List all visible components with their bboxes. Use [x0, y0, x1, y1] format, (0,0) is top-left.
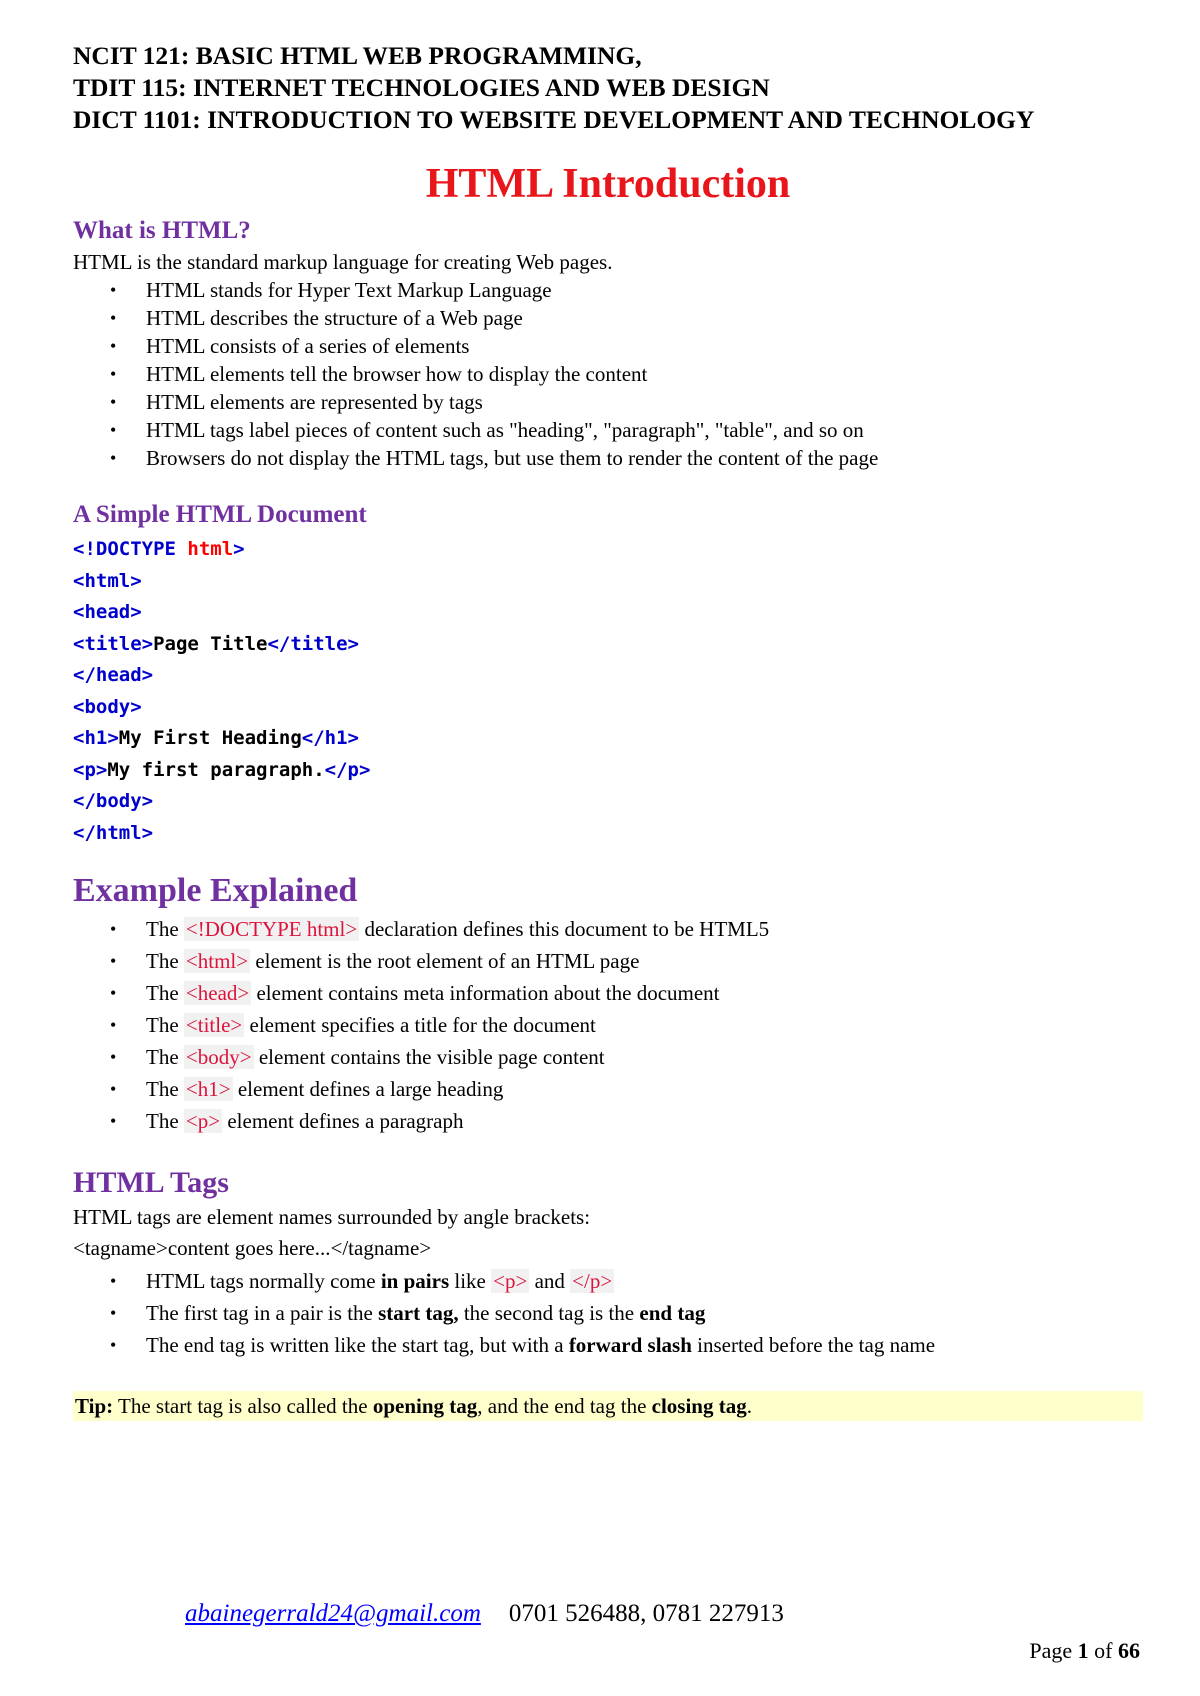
- example-list: [73, 913, 1143, 1137]
- list-item: • The <title> element specifies a title for the document: [73, 1009, 1143, 1041]
- bullet-icon: •: [110, 1015, 117, 1035]
- section-heading-html-tags: HTML Tags: [73, 1166, 229, 1199]
- code-line: </html>: [73, 821, 154, 844]
- list-item: • HTML describes the structure of a Web page: [110, 306, 523, 330]
- bullet-icon: •: [110, 1303, 117, 1323]
- course-header: [73, 40, 1143, 136]
- bullet-icon: •: [110, 983, 117, 1003]
- footer-contact: [185, 1600, 784, 1628]
- section-heading-simple-document: A Simple HTML Document: [73, 501, 367, 528]
- code-line: </head>: [73, 664, 154, 686]
- tags-syntax: <tagname>content goes here...</tagname>: [73, 1236, 432, 1260]
- email-link[interactable]: abainegerrald24@gmail.com: [185, 1600, 481, 1627]
- inline-tag: <html>: [185, 949, 249, 973]
- bullet-icon: •: [110, 951, 117, 971]
- bullet-icon: •: [110, 448, 117, 468]
- code-line: <body>: [73, 695, 142, 718]
- bullet-icon: •: [110, 308, 117, 328]
- inline-tag: <title>: [185, 1013, 243, 1037]
- code-line: <p>My first paragraph.</p>: [73, 758, 371, 781]
- document-page: [73, 40, 1143, 1421]
- bullet-icon: •: [110, 392, 117, 412]
- phone-numbers: 0701 526488, 0781 227913: [508, 1600, 784, 1627]
- inline-tag: <body>: [185, 1045, 252, 1069]
- tags-list: [73, 1265, 1143, 1361]
- bullet-icon: •: [110, 919, 117, 939]
- list-item: • The end tag is written like the start tag, but with a forward slash inserted before the tag name: [73, 1329, 1143, 1361]
- list-item: • The <html> element is the root element of an HTML page: [73, 945, 1143, 977]
- list-item: • The first tag in a pair is the start tag, the second tag is the end tag: [73, 1297, 1143, 1329]
- tip-box: Tip: The start tag is also called the opening tag, and the end tag the closing tag.: [73, 1391, 1143, 1421]
- code-line: <html>: [73, 569, 142, 592]
- bullet-icon: •: [110, 364, 117, 384]
- list-item: • HTML stands for Hyper Text Markup Language: [110, 278, 552, 302]
- tags-intro: HTML tags are element names surrounded by angle brackets:: [73, 1205, 591, 1229]
- code-line: <!DOCTYPE html>: [73, 538, 245, 560]
- list-item: • The <p> element defines a paragraph: [73, 1105, 1143, 1137]
- code-line: <h1>My First Heading</h1>: [73, 727, 359, 749]
- list-item: • HTML elements tell the browser how to display the content: [110, 362, 648, 386]
- course-line: TDIT 115: INTERNET TECHNOLOGIES AND WEB DESIGN: [73, 73, 770, 102]
- course-line: DICT 1101: INTRODUCTION TO WEBSITE DEVELOPMENT AND TECHNOLOGY: [73, 105, 1035, 134]
- section-heading-example-explained: Example Explained: [73, 872, 358, 909]
- code-example: [73, 534, 1143, 849]
- bullet-icon: •: [110, 420, 117, 440]
- intro-paragraph: HTML is the standard markup language for creating Web pages.: [73, 250, 613, 274]
- inline-tag: <p>: [185, 1109, 221, 1133]
- page-number: Page 1 of 66: [1029, 1638, 1140, 1663]
- inline-tag: <!DOCTYPE html>: [185, 917, 358, 941]
- page-title: HTML Introduction: [425, 161, 791, 207]
- list-item: • The <body> element contains the visible page content: [73, 1041, 1143, 1073]
- list-item: • HTML consists of a series of elements: [110, 334, 470, 358]
- bullet-icon: •: [110, 1079, 117, 1099]
- tip-label: Tip:: [75, 1394, 114, 1418]
- list-item: • The <head> element contains meta information about the document: [73, 977, 1143, 1009]
- list-item: • HTML tags normally come in pairs like <p> and </p>: [73, 1265, 1143, 1297]
- code-line: </body>: [73, 790, 154, 812]
- list-item: • HTML tags label pieces of content such as "heading", "paragraph", "table", and so on: [110, 418, 864, 442]
- list-item: • Browsers do not display the HTML tags, but use them to render the content of the page: [110, 446, 879, 470]
- bullet-icon: •: [110, 1335, 117, 1355]
- course-line: NCIT 121: BASIC HTML WEB PROGRAMMING,: [73, 41, 642, 70]
- bullet-icon: •: [110, 1271, 117, 1291]
- bullet-icon: •: [110, 336, 117, 356]
- bullet-icon: •: [110, 1047, 117, 1067]
- list-item: • The <h1> element defines a large heading: [73, 1073, 1143, 1105]
- bullet-icon: •: [110, 280, 117, 300]
- inline-tag: <head>: [185, 981, 250, 1005]
- list-item: • HTML elements are represented by tags: [110, 390, 483, 414]
- inline-tag: </p>: [572, 1269, 613, 1293]
- code-line: <head>: [73, 601, 142, 623]
- list-item: • The <!DOCTYPE html> declaration defines this document to be HTML5: [73, 913, 1143, 945]
- code-line: <title>Page Title</title>: [73, 632, 359, 655]
- section-heading-what-is-html: What is HTML?: [73, 217, 251, 244]
- inline-tag: <p>: [493, 1269, 528, 1293]
- bullet-icon: •: [110, 1111, 117, 1131]
- inline-tag: <h1>: [185, 1077, 231, 1101]
- what-is-list: [73, 276, 1143, 472]
